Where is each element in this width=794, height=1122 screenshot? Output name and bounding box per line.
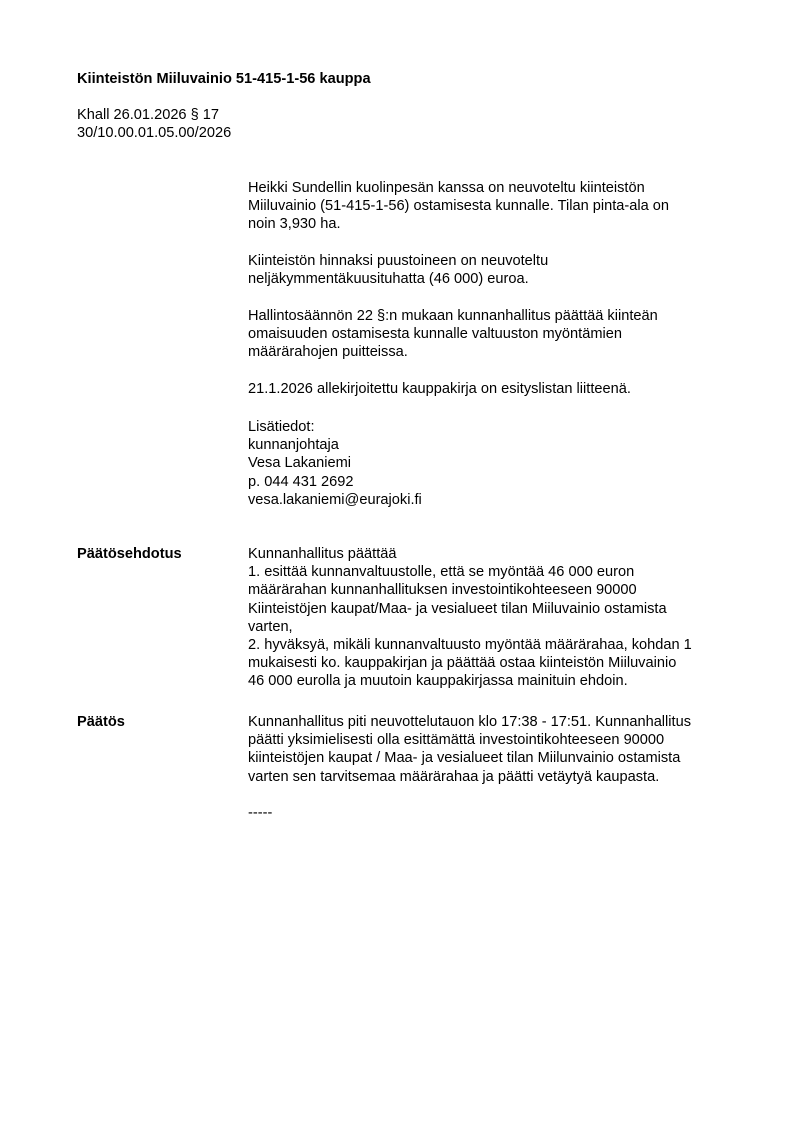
- text-line: omaisuuden ostamisesta kunnalle valtuuston myöntämien: [248, 326, 622, 343]
- text-line: 46 000 eurolla ja muutoin kauppakirjassa mainituin ehdoin.: [248, 673, 628, 690]
- description-paragraph-4: [248, 380, 748, 398]
- text-line: määrärahan kunnanhallituksen investointikohteeseen 90000: [248, 582, 637, 599]
- contact-email: vesa.lakaniemi@eurajoki.fi: [248, 491, 422, 508]
- text-line: Kunnanhallitus piti neuvottelutauon klo 17:38 - 17:51. Kunnanhallitus: [248, 714, 692, 730]
- text-line: 1. esittää kunnanvaltuustolle, että se myöntää 46 000 euron: [248, 564, 635, 581]
- text-line: päätti yksimielisesti olla esittämättä investointikohteeseen 90000: [248, 732, 665, 749]
- proposal-label: Päätösehdotus: [77, 546, 182, 562]
- text-line: neljäkymmentäkuusituhatta (46 000) euroa.: [248, 271, 529, 288]
- end-mark: -----: [248, 805, 273, 821]
- decision-label: Päätös: [77, 714, 125, 730]
- text-line: Hallintosäännön 22 §:n mukaan kunnanhallitus päättää kiinteän: [248, 308, 658, 324]
- text-line: noin 3,930 ha.: [248, 216, 341, 233]
- text-line: Heikki Sundellin kuolinpesän kanssa on neuvoteltu kiinteistön: [248, 180, 645, 196]
- decision-text: [248, 713, 748, 786]
- text-line: mukaisesti ko. kauppakirjan ja päättää ostaa kiinteistön Miiluvainio: [248, 655, 677, 672]
- text-line: Kiinteistöjen kaupat/Maa- ja vesialueet tilan Miiluvainio ostamista: [248, 600, 667, 617]
- text-line: Miiluvainio (51-415-1-56) ostamisesta kunnalle. Tilan pinta-ala on: [248, 198, 670, 215]
- contact-heading: Lisätiedot:: [248, 419, 315, 435]
- archive-code: 30/10.00.01.05.00/2026: [77, 125, 232, 142]
- proposal-text: [248, 545, 748, 691]
- contact-name: Vesa Lakaniemi: [248, 455, 352, 472]
- text-line: Kiinteistön hinnaksi puustoineen on neuvoteltu: [248, 253, 549, 269]
- text-line: 2. hyväksyä, mikäli kunnanvaltuusto myöntää määrärahaa, kohdan 1: [248, 637, 692, 654]
- text-line: Kunnanhallitus päättää: [248, 546, 397, 562]
- description-paragraph-1: [248, 179, 748, 234]
- document-title: Kiinteistön Miiluvainio 51-415-1-56 kauppa: [77, 71, 371, 87]
- contact-info: [248, 418, 748, 509]
- description-paragraph-3: [248, 307, 748, 362]
- reference-block: [77, 106, 231, 142]
- contact-phone: p. 044 431 2692: [248, 473, 354, 490]
- contact-title: kunnanjohtaja: [248, 437, 339, 454]
- description-paragraph-2: [248, 252, 748, 288]
- text-line: varten,: [248, 618, 293, 635]
- text-line: varten sen tarvitsemaa määrärahaa ja päätti vetäytyä kaupasta.: [248, 768, 660, 785]
- meeting-reference: Khall 26.01.2026 § 17: [77, 107, 220, 123]
- text-line: määrärahojen puitteissa.: [248, 344, 408, 361]
- text-line: 21.1.2026 allekirjoitettu kauppakirja on esityslistan liitteenä.: [248, 381, 631, 397]
- text-line: kiinteistöjen kaupat / Maa- ja vesialueet tilan Miilunvainio ostamista: [248, 750, 681, 767]
